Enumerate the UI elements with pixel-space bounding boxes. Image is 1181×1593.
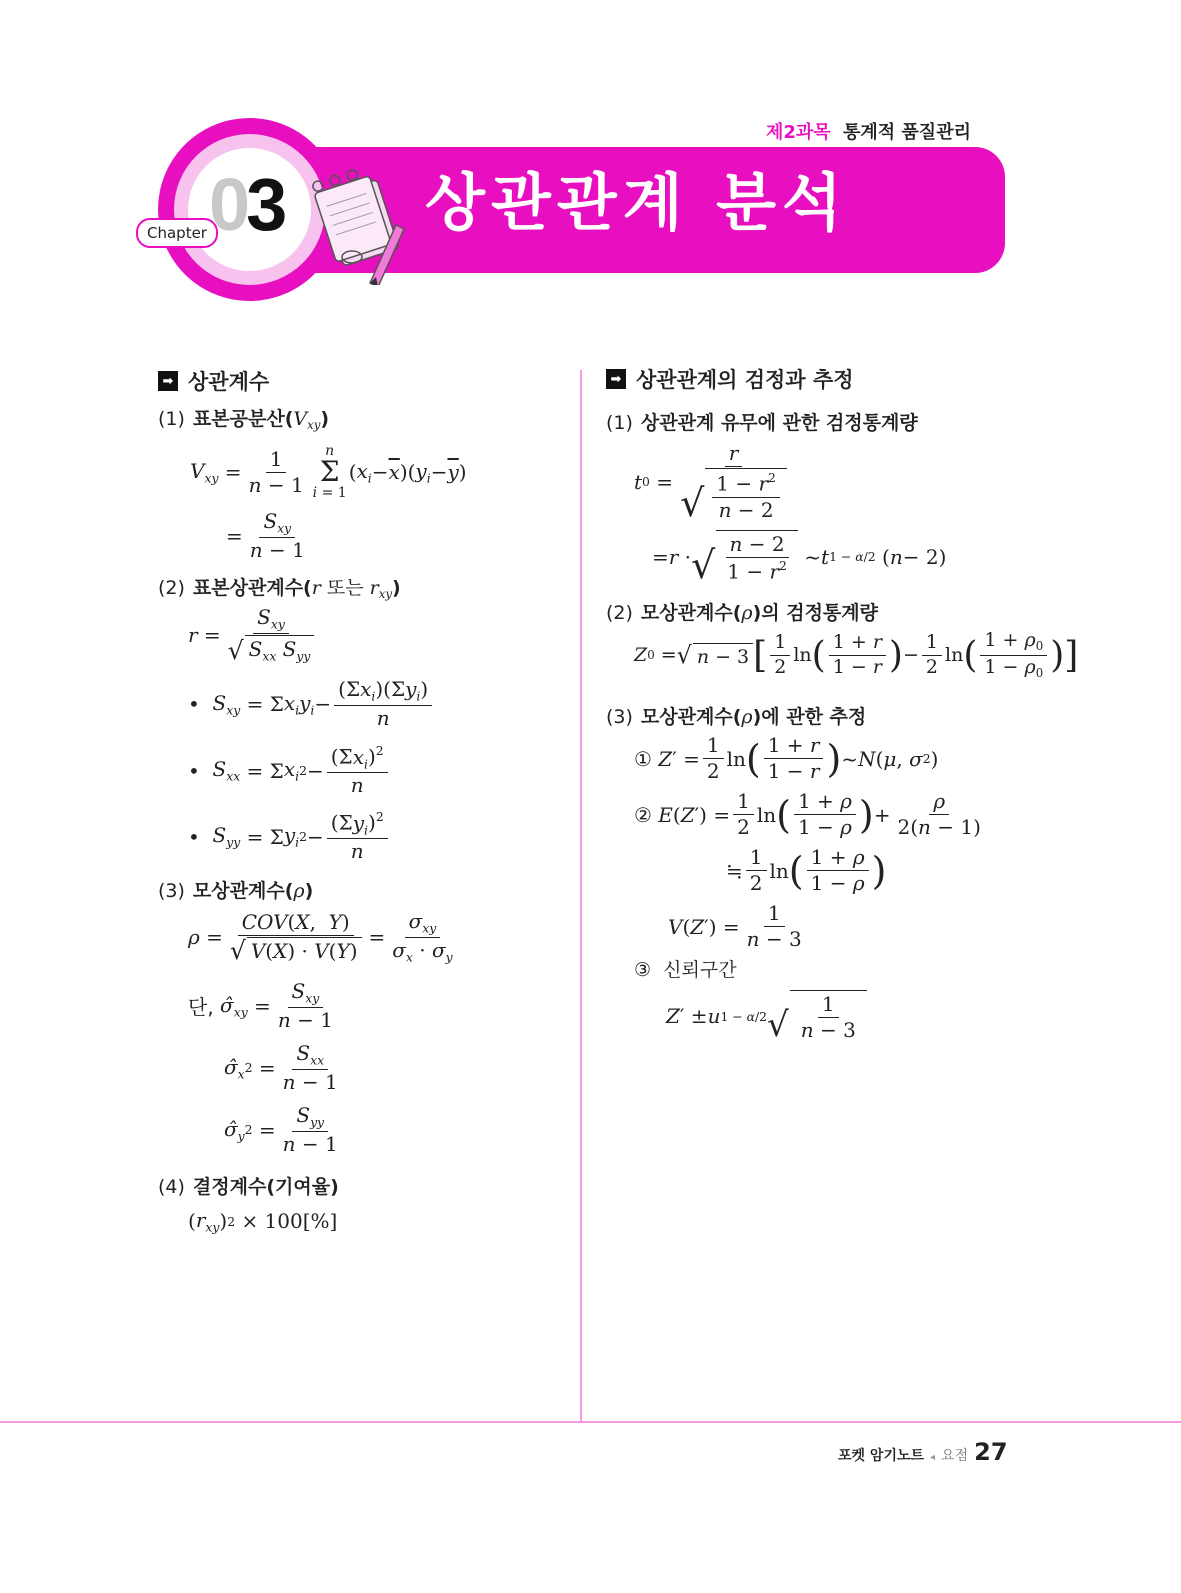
formula-z-prime: ① Z ′ = $\frac{1}{2}$ ln ( $\frac{1 + r}{1 - r}$ ) ~ N ( μ , σ 2 ) xyxy=(634,733,939,783)
footer-triangle-icon: ◂ xyxy=(930,1452,936,1463)
formula-r: r = $S_{xy}$ √ $S_{xx}$ $S_{yy}$ xyxy=(188,606,321,663)
left-s1-heading: (1) 표본공분산$(V_{xy})$ xyxy=(158,408,330,433)
right-s2-heading: (2) 모상관계수(ρ)의 검정통계량 xyxy=(606,602,878,624)
footer-section: 요점 xyxy=(941,1448,969,1464)
chapter-title: 상관관계 분석 xyxy=(425,166,848,239)
arrow-right-icon: ➡ xyxy=(158,371,178,391)
formula-z0: Z 0 = √ n − 3 [ $\frac{1}{2}$ ln ( $\frac{1 + r}{1 - r}$ ) − $\frac{1}{2}$ ln ( $\frac{1 + \rho_0}{1 - \rho_0}$ ) ] xyxy=(634,629,1079,680)
dan-label: 단, xyxy=(188,995,214,1020)
subject-label: 제2과목 xyxy=(766,122,831,143)
formula-e-z-prime: ② E ( Z ′) = $\frac{1}{2}$ ln ( $\frac{1 + \rho}{1 - \rho}$ ) + $\frac{\rho}{2(n - 1)}$ xyxy=(634,789,981,839)
footer-rule xyxy=(0,1421,1181,1423)
formula-sigma-x-hat: $\sigmâ_x$ 2 = $\frac{S_{xx}}{n - 1}$ xyxy=(224,1041,338,1094)
subject-header xyxy=(766,118,971,144)
formula-v-z-prime: V ( Z ′) = $\frac{1}{n - 3}$ xyxy=(668,901,802,951)
right-section-title: 상관관계의 검정과 추정 xyxy=(636,368,854,392)
chapter-number-zero: 0 xyxy=(209,163,247,246)
right-c3-heading: ③ 신뢰구간 xyxy=(634,959,737,981)
formula-e-z-prime-approx: ≒ $\frac{1}{2}$ ln ( $\frac{1 + \rho}{1 - \rho}$ ) xyxy=(726,845,887,895)
notebook-pencil-icon xyxy=(310,165,410,285)
page-footer xyxy=(838,1438,1008,1466)
left-s3-heading: (3) 모상관계수(ρ) xyxy=(158,880,314,902)
formula-rho: ρ = COV(X, Y) √ V(X) · V(Y) = $\frac{\sigma_{xy}}{\sigma_x \cdot \sigma_y}$ xyxy=(188,909,453,966)
footer-book-title: 포켓 암기노트 xyxy=(838,1448,925,1464)
formula-sxy: • $S_{xy}$ = Σ $x_iy_i$ − $\frac{(\Sigma x_i)(\Sigma y_i)}{n}$ xyxy=(188,678,435,730)
page-number: 27 xyxy=(974,1438,1008,1466)
formula-sigma-y-hat: $\sigmâ_y$ 2 = $\frac{S_{yy}}{n - 1}$ xyxy=(224,1103,338,1156)
formula-vxy: $V_{xy}$ = $\frac{1}{n - 1}$ n Σ i = 1 ( $x_i$ − $\overline{x}$ )( $y_i$ − $\overline{y}$ ) xyxy=(190,443,467,501)
formula-t0-2: = r · √ $\frac{n - 2}{1 - r^2}$ ~ t 1 − α/2 ( n − 2) xyxy=(652,532,947,587)
chapter-number-digit: 3 xyxy=(246,163,284,246)
arrow-right-icon: ➡ xyxy=(606,369,626,389)
left-section-heading xyxy=(158,366,269,396)
chapter-word: Chapter xyxy=(147,224,207,242)
formula-vxy-2: = $\frac{S_{xy}}{n - 1}$ xyxy=(226,509,305,562)
chapter-number xyxy=(209,163,284,246)
formula-sxx: • $S_{xx}$ = Σ $x_i$ 2 − $\frac{(\Sigma x_i)^2}{n}$ xyxy=(188,744,391,797)
right-section-heading xyxy=(606,364,853,394)
subject-name: 통계적 품질관리 xyxy=(842,122,971,143)
formula-t0: t 0 = r √ $\frac{1 - r^2}{n - 2}$ xyxy=(634,442,794,522)
formula-syy: • $S_{yy}$ = Σ $y_i$ 2 − $\frac{(\Sigma y_i)^2}{n}$ xyxy=(188,810,391,863)
right-s1-heading: (1) 상관관계 유무에 관한 검정통계량 xyxy=(606,412,918,434)
chapter-label-pill xyxy=(136,218,218,248)
left-s2-heading: (2) 표본상관계수(r 또는 $r_{xy}$) xyxy=(158,577,401,602)
column-divider xyxy=(580,370,582,1422)
left-section-title: 상관계수 xyxy=(188,370,270,394)
left-s4-heading: (4) 결정계수(기여율) xyxy=(158,1176,339,1198)
formula-r-squared: ( $r_{xy}$ ) 2 × 100[%] xyxy=(188,1208,338,1235)
right-s3-heading: (3) 모상관계수(ρ)에 관한 추정 xyxy=(606,706,867,728)
formula-confidence-interval: Z ′ ± u 1 − α/2 √ $\frac{1}{n - 3}$ xyxy=(666,990,867,1042)
formula-sigma-xy-hat: 단, $\sigmâ_{xy}$ = $\frac{S_{xy}}{n - 1}$ xyxy=(188,979,333,1032)
